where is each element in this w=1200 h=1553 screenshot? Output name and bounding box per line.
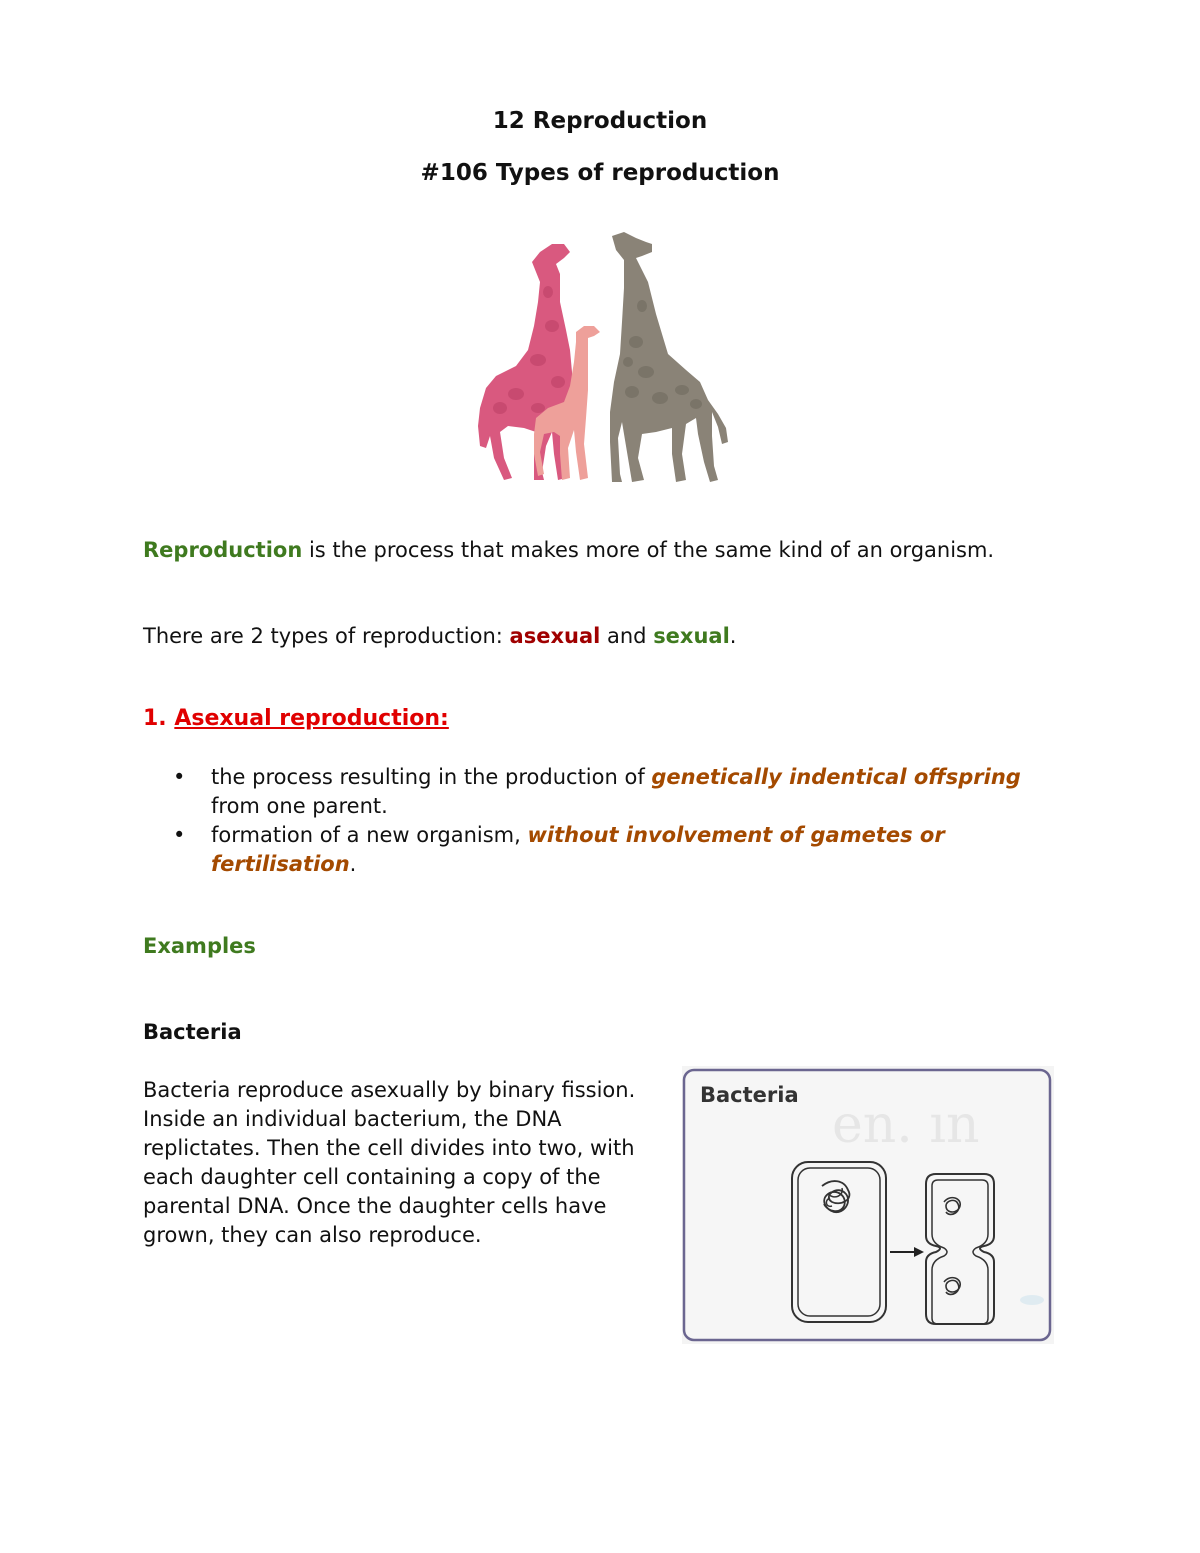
chapter-title: 12 Reproduction — [492, 108, 708, 134]
asexual-number: 1. — [143, 706, 175, 731]
asexual-bullet-list — [143, 763, 1063, 879]
gray-giraffe — [610, 232, 728, 482]
bullet-emphasis: without involvement of gametes or fertilisation — [211, 823, 945, 876]
section-title: #106 Types of reproduction — [420, 160, 780, 186]
types-and: and — [600, 624, 654, 648]
figure-label: Bacteria — [700, 1083, 799, 1107]
type-sexual: sexual — [653, 624, 730, 648]
bullet-emphasis: genetically indentical offspring — [651, 765, 1021, 789]
asexual-heading-text: Asexual reproduction: — [174, 706, 449, 731]
types-paragraph — [143, 622, 1043, 651]
definition-text: is the process that makes more of the same kind of an organism. — [302, 538, 995, 562]
type-asexual: asexual — [509, 624, 601, 648]
bacteria-heading: Bacteria — [143, 1020, 242, 1044]
bullet-text-end: . — [349, 852, 357, 876]
binary-fission-diagram — [682, 1066, 1054, 1344]
bullet-text: formation of a new organism, — [211, 823, 528, 847]
reproduction-term: Reproduction — [143, 538, 303, 562]
bacteria-paragraph: Bacteria reproduce asexually by binary fission. Inside an individual bacterium, the DNA replictates. Then the cell divides into two, with each daughter cell containing a copy of the parental DNA. Once the daughter cells have grown, they can also reproduce. — [143, 1078, 636, 1247]
examples-heading: Examples — [143, 934, 256, 958]
list-item — [143, 763, 1063, 821]
giraffe-family-illustration — [460, 222, 740, 492]
pink-giraffe — [478, 244, 572, 480]
svg-text:en. ın: en. ın — [832, 1095, 980, 1155]
types-prefix: There are 2 types of reproduction: — [143, 624, 510, 648]
bacteria-figure — [682, 1066, 1054, 1344]
types-end: . — [729, 624, 737, 648]
definition-paragraph — [143, 536, 1043, 565]
bullet-text-end: from one parent. — [211, 794, 388, 818]
asexual-heading — [143, 706, 449, 731]
list-item — [143, 821, 1063, 879]
bullet-text: the process resulting in the production of — [211, 765, 652, 789]
